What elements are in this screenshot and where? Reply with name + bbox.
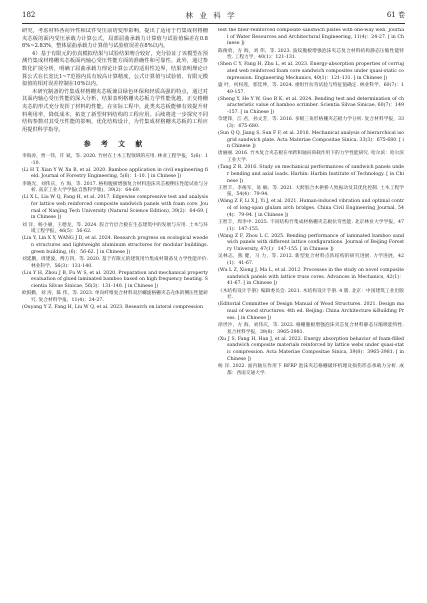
left-column <box>22 28 208 594</box>
reference-item: 唐丽丽. 2016. 竹木复合夹芯板在单跨和轴向荷载作用下的力学性能研究. 哈尔滨：哈尔滨工业大学. <box>218 151 404 164</box>
reference-item: (Wang Z F, Zhou L C. 2025. Bending performance of laminated bamboo sandwich panels with different lattice configurations. Journal of Beijing Forestry University, 47(1)：147-155. [ in Chinese ]) <box>218 233 404 253</box>
reference-item: (Xu J S, Fang H, Han J, et al. 2022. Energy absorption behavior of foam-filled sandwich composite materials reinforced by lattice webs under quasi-static compression. Acta Materiae Compositae Sinica, 39(8)：3965-3981. [ in Chinese ]) <box>218 336 404 362</box>
reference-item: (Wu L Z, Xiong J, Ma L, et al. 2012. Processes in the study on novel composite sandwich panels with lattice truss cores. Advances in Mechanics, 42(1)：41-67. [ in Chinese ]) <box>218 268 404 287</box>
header-rule <box>22 23 405 24</box>
body-paragraph: 本研究制备的竹集成材格栅夹芯板兼具绿色环保和轻质高强的特点，通过对其面内轴心受压性能的深入分析，结果表明格栅夹芯板力学性能优越，正交格栅夹芯的形式充分发挥了材料的性能。在实际工程中，此类夹芯板能够有效提升材料利用率，降低成本，拓宽了新型材料结构的工程应用。后续将进一步探究不同结构参数对其受压性能的影响，优化结构设计，为竹集成材格栅夹芯板的工程应用提供科学指导。 <box>22 88 208 133</box>
reference-item: test the fiber-reinforced composite sandwich plates with one-way web. Journal of Water Resources and Architectural Engineering, 11(4)：24-27. [ in Chinese ]) <box>218 28 404 47</box>
volume-label: 61 卷 <box>386 11 405 19</box>
reference-item: 王智丰，周李中. 2025. 不同结构竹集成材格栅夹芯板抗弯性能. 北京林业大学学报，47(1)：147-155. <box>218 219 404 232</box>
page-number: 182 <box>22 11 36 19</box>
reference-item: (Ouyang Y Z, Fang H, Liu W Q, et al. 2023. Research on lateral compression <box>22 304 204 310</box>
reference-item: 欧阳勤，刘 涛，陈 伟，等. 2023. 单向纤维复合材料双层螺旋格栅夹芯壳体的侧压性能研究. 复合材料学报，11(4)：24-27. <box>22 291 208 303</box>
reference-item: (Liu Y H, Zhou J B, Fu W S, et al. 2020. Preparation and mechanical property evaluation of glued laminated bamboo based on high frequency heating. Scientia Silvae Sinicae, 56(3)：131-140. [ in Chinese ]) <box>22 270 208 289</box>
reference-item: 吴林志，熊 健，马 力，等. 2012. 新型复合材料点阵结构的研究进展. 力学进展，42(1)：41-67. <box>218 254 404 266</box>
references-list-left <box>22 154 208 312</box>
reference-item: (Li H T, Xian Y W, Xu B, et al. 2020. Bamboo application in civil engineering field. Journal of Forestry Engineering, 5(6)：1-10. [ in Chinese ]) <box>22 167 208 180</box>
reference-item: (Wang Z F, Li X J, Yi J, et al. 2021. Human-induced vibration and optimal control of long-span glulam arch bridges. China Civil Engineering Journal, 54(4)：79-94. [ in Chinese ]) <box>218 199 404 218</box>
body-paragraph: 4）基于有限元的仿真模拟结果与试验结果吻合较好，充分验证了该模型在预测竹集成材格栅夹芯板面内轴心受压性能方面的准确性和可靠性。此外，通过参数化扩展分析，明确了屈曲承载力理论计算公式的适用性边界，结果表明理论计算公式在长宽比1~7范围内具有较高计算精度，公式计算值与试验值、有限元模拟值的相对误差控制在10%以内。 <box>22 50 208 88</box>
running-header <box>22 8 405 22</box>
reference-item: (Liu Y, Lin X Y, WANG J D, et al. 2024. Research progress on ecological wooden structures and lightweight aluminum structures for modular buildings. green building, (6)：56-62. [ in Chinese ]) <box>22 236 208 255</box>
reference-item: (Shen C Y, Fang H, Zhu L, et al. 2023. Energy-absorption properties of corrugated web reinforced foam core sandwich composites under quasi-static compression. Engineering Mechanics, 40(1)：121-131. [ in Chinese ]) <box>218 62 404 81</box>
reference-item: 佘建锋，江 君，孙文芳，等. 2016. 多级三角形格栅夹芯板力学分析. 复合材料学报，33(3)：675-680. <box>218 117 404 129</box>
reference-item: 《木结构设计手册》编辑委员会. 2021. 木结构设计手册. 4 版. 北京：中国建筑工业出版社. <box>218 288 404 301</box>
body-paragraph: 研究，考虑材料各向异性和试件受压前切变形影响，提出了适用于竹集成材格栅夹芯板的面内受压承载力计算公式，局部屈曲承载力计算值与试验值偏差在0.86%~2.83%，整体屈曲承载力计算值与试验值误差在8%以内。 <box>22 28 208 50</box>
reference-item: 陈俊勇，方 海，刘 伟，等. 2023. 波纹腹板增强泡沫夹芯复合材料结构静态压缩性能特性. 工程力学，40(1)：121-131. <box>218 48 404 61</box>
reference-item: 盛 叶，何权莲，郭廷坤，等. 2024. 重组竹抗弯试验与特征值确定. 林业科学，60(7)：149-157. <box>218 82 404 95</box>
reference-item: 徐世沙，方 海，刘伟庆，等. 2022. 格栅腹板增强泡沫夹芯复合材料静态压缩吸能特性. 复合材料学报，39(8)：3965-3981. <box>218 322 404 335</box>
reference-item: 刘 洋，杨小赓，王德龙，等. 2024. 胶合竹层合板在生态建筑中的发展与应用. 土木与环境工程学报，46(5)：56-62. <box>22 222 208 235</box>
reference-item: (Sun Q Q, Jiang S, Sun F F, et al. 2016. Mechanical analysis of hierarchical isogrid sandwich plate. Acta Materiae Compositae Sinica, 33(3)：675-680. [ in Chinese ]) <box>218 130 404 150</box>
references-list-right <box>218 28 404 377</box>
references-heading: 参 考 文 献 <box>83 140 147 149</box>
journal-title: 林 业 科 学 <box>185 10 237 20</box>
reference-item: (Editorial Committee of Design Manual of Wood Structures. 2021. Design manual of wood structures. 4th ed. Beijing: China Architecture &Building Press. [ in Chinese ]) <box>218 302 404 321</box>
reference-item: (Sheng Y, He Y W, Guo R K, et al. 2024. Bending test and determination of characteristic value of bamboo scrimber. Scientia Silvae Sinicae, 60(7)：149-157. [ in Chinese ]) <box>218 96 404 115</box>
reference-item: 王智丰，李俊军，易 楠，等. 2021. 大跨胶合木拱桥人致振动及其优化控制. 土木工程学报，54(4)：79-94. <box>218 185 404 198</box>
right-column <box>218 28 404 594</box>
reference-item: (Tang Z R. 2016. Study on mechanical performances of sandwich panels under bending and axial loads. Harbin: Harbin Institute of Technology. [ in Chinese ]) <box>218 165 404 184</box>
reference-item: (Li X L, Liu W Q, Fang H, et al. 2017. Edgewise compressive test and analysis for lattice web reinforced composite sandwich panels with foam core. Journal of Nanjing Tech University (Natural Science Edition), 39(2)：64-69. [ in Chinese ]) <box>22 195 208 221</box>
reference-item: 杨 洋. 2022. 面内轴压作用下 BFRP 泡沫夹芯格栅破坏机理及损伤形态承载力分析. 成都：西南交通大学. <box>218 363 404 376</box>
reference-item: 李晓光，刘伟庆，方 海，等. 2017. 格构腹板增强复合材料泡沫夹芯板侧压性能试验与分析. 南京工业大学学报(自然科学版)，39(2)：64-69. <box>22 181 208 194</box>
reference-item: 李海涛，贾一伟，许 斌，等. 2020. 竹材在土木工程领域的应用. 林业工程学报，5(6)：1-10. <box>22 153 208 166</box>
reference-item: 刘延鹏，周建波，傅万四，等. 2020. 基于有限元的建筑用竹集成材制备及力学性能评价. 林业科学，56(3)：131-140. <box>22 256 208 269</box>
